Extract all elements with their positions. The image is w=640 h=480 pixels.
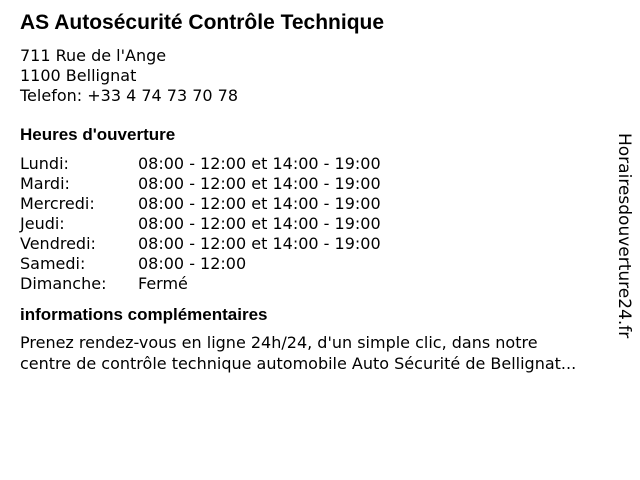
- time-range: 08:00 - 12:00 et 14:00 - 19:00: [138, 194, 381, 213]
- time-range: 08:00 - 12:00 et 14:00 - 19:00: [138, 154, 381, 173]
- time-range: Fermé: [138, 274, 188, 293]
- day-label: Vendredi:: [20, 234, 96, 253]
- business-name: AS Autosécurité Contrôle Technique: [20, 11, 385, 34]
- opening-hours-list: [20, 154, 610, 294]
- hours-row-saturday: [20, 254, 610, 274]
- info-description: [20, 332, 630, 374]
- day-label: Samedi:: [20, 254, 86, 273]
- hours-row-monday: [20, 154, 610, 174]
- day-label: Jeudi:: [20, 214, 65, 233]
- hours-row-friday: [20, 234, 610, 254]
- day-label: Mercredi:: [20, 194, 95, 213]
- hours-heading: Heures d'ouverture: [20, 125, 176, 144]
- site-watermark: Horairesdouverture24.fr: [614, 133, 634, 339]
- street-address: 711 Rue de l'Ange: [20, 46, 167, 65]
- address-block: [20, 46, 610, 106]
- phone-number: Telefon: +33 4 74 73 70 78: [20, 86, 239, 105]
- info-line: centre de contrôle technique automobile Auto Sécurité de Bellignat...: [20, 354, 577, 373]
- business-card: [20, 10, 610, 374]
- time-range: 08:00 - 12:00: [138, 254, 247, 273]
- hours-row-wednesday: [20, 194, 610, 214]
- hours-row-sunday: [20, 274, 610, 294]
- hours-row-thursday: [20, 214, 610, 234]
- hours-row-tuesday: [20, 174, 610, 194]
- time-range: 08:00 - 12:00 et 14:00 - 19:00: [138, 234, 381, 253]
- day-label: Mardi:: [20, 174, 70, 193]
- time-range: 08:00 - 12:00 et 14:00 - 19:00: [138, 214, 381, 233]
- info-heading: informations complémentaires: [20, 305, 268, 324]
- day-label: Lundi:: [20, 154, 69, 173]
- info-line: Prenez rendez-vous en ligne 24h/24, d'un simple clic, dans notre: [20, 333, 538, 352]
- day-label: Dimanche:: [20, 274, 107, 293]
- time-range: 08:00 - 12:00 et 14:00 - 19:00: [138, 174, 381, 193]
- postal-city: 1100 Bellignat: [20, 66, 137, 85]
